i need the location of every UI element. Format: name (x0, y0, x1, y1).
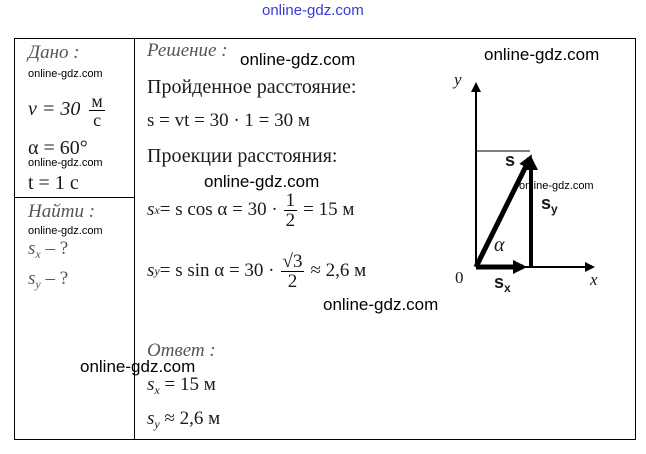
find-sy-symbol: s (28, 268, 36, 289)
given-time: t = 1 с (28, 172, 79, 194)
distance-equation: s = vt = 30 · 1 = 30 м (147, 110, 310, 131)
sy-eq-symbol: s (147, 260, 155, 281)
given-alpha: α = 60° (28, 137, 88, 159)
vector-sy-symbol: s (541, 193, 552, 213)
sx-eq-sub: x (154, 202, 160, 217)
watermark-small: online-gdz.com (28, 68, 103, 80)
answer-sx-symbol: s (147, 374, 155, 395)
answer-sy-value: ≈ 2,6 м (159, 408, 221, 429)
axis-x-label: x (590, 270, 598, 289)
vector-sy-sub: y (551, 202, 558, 216)
sy-eq-lhs: = s sin α = 30 · (159, 260, 275, 281)
find-sx-sub: x (35, 247, 41, 261)
given-title: Дано : (28, 42, 80, 63)
watermark-small: online-gdz.com (28, 225, 103, 237)
velocity-unit-num: м (91, 91, 103, 111)
find-sy-sub: y (35, 277, 41, 291)
find-title: Найти : (28, 201, 96, 222)
sy-eq-sub: y (154, 263, 160, 278)
watermark-main: online-gdz.com (80, 357, 196, 376)
axis-y-label: y (454, 70, 462, 89)
angle-alpha-label: α (494, 234, 505, 256)
vector-s-label: s (505, 150, 516, 170)
sx-eq-num: 1 (285, 189, 296, 211)
watermark-main: online-gdz.com (240, 50, 356, 69)
origin-label: 0 (455, 268, 464, 287)
answer-sx-sub: x (154, 383, 160, 397)
given-velocity-lhs: v = 30 (28, 98, 81, 121)
velocity-unit-den: с (93, 110, 102, 130)
sx-eq-symbol: s (147, 199, 155, 220)
watermark-small: online-gdz.com (28, 157, 103, 169)
vector-sx-sub: x (504, 281, 511, 295)
answer-sx-value: = 15 м (159, 374, 216, 395)
answer-sy-sub: y (154, 417, 160, 431)
sx-eq-rhs: = 15 м (303, 199, 355, 220)
answer-title: Ответ : (147, 340, 216, 361)
solution-title: Решение : (147, 40, 228, 61)
sy-eq-den: 2 (287, 270, 298, 292)
distance-heading: Пройденное расстояние: (147, 76, 357, 98)
watermark-main: online-gdz.com (323, 295, 439, 314)
vector-sx-symbol: s (494, 272, 505, 292)
vector-sx-label (494, 272, 511, 295)
sy-eq-num: √3 (282, 250, 303, 272)
find-sx-question: – ? (40, 238, 69, 259)
watermark-main: online-gdz.com (204, 172, 320, 191)
watermark-main: online-gdz.com (484, 45, 600, 64)
sy-eq-rhs: ≈ 2,6 м (310, 260, 367, 281)
answer-sy-symbol: s (147, 408, 155, 429)
sx-eq-lhs: = s cos α = 30 · (159, 199, 278, 220)
watermark-small: online-gdz.com (519, 180, 594, 192)
projections-heading: Проекции расстояния: (147, 145, 338, 167)
sx-eq-den: 2 (285, 209, 296, 231)
find-sy-question: – ? (40, 268, 69, 289)
find-sx-symbol: s (28, 238, 36, 259)
vector-sy-label (541, 193, 558, 216)
watermark-top: online-gdz.com (262, 2, 364, 19)
